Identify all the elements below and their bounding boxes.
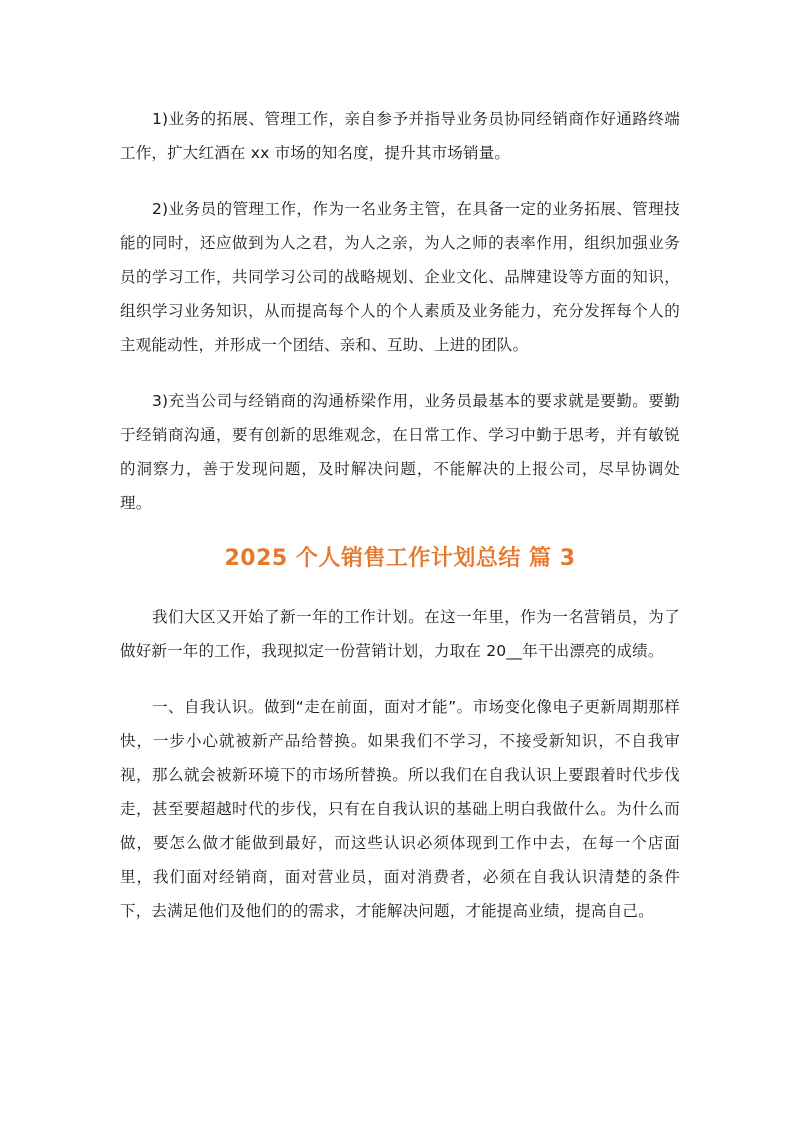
paragraph-spacer	[120, 362, 680, 384]
paragraph-communication-bridge: 3)充当公司与经销商的沟通桥梁作用，业务员最基本的要求就是要勤。要勤于经销商沟通，要有创新的思维观念，在日常工作、学习中勤于思考，并有敏锐的洞察力，善于发现问题，及时解决问题，不能解决的上报公司，尽早协调处理。	[120, 392, 680, 512]
paragraph-spacer	[120, 170, 680, 192]
paragraph-new-year-plan: 我们大区又开始了新一年的工作计划。在这一年里，作为一名营销员，为了做好新一年的工作，我现拟定一份营销计划，力取在 20__年干出漂亮的成绩。	[120, 608, 680, 660]
document-body	[120, 102, 680, 928]
paragraph-self-awareness: 一、自我认识。做到“走在前面，面对才能”。市场变化像电子更新周期那样快，一步小心就被新产品给替换。如果我们不学习，不接受新知识，不自我审视，那么就会被新环境下的市场所替换。所以我们在自我认识上要跟着时代步伐走，甚至要超越时代的步伐，只有在自我认识的基础上明白我做什么。为什么而做，要怎么做才能做到最好，而这些认识必须体现到工作中去，在每一个店面里，我们面对经销商，面对营业员，面对消费者，必须在自我认识清楚的条件下，去满足他们及他们的的需求，才能解决问题，才能提高业绩，提高自己。	[120, 698, 680, 920]
paragraph-spacer	[120, 668, 680, 690]
paragraph-spacer	[120, 578, 680, 600]
section-heading: 2025 个人销售工作计划总结 篇 3	[224, 546, 576, 571]
paragraph-staff-management: 2)业务员的管理工作，作为一名业务主管，在具备一定的业务拓展、管理技能的同时，还应做到为人之君，为人之亲，为人之师的表率作用，组织加强业务员的学习工作，共同学习公司的战略规划、企业文化、品牌建设等方面的知识，组织学习业务知识，从而提高每个人的个人素质及业务能力，充分发挥每个人的主观能动性，并形成一个团结、亲和、互助、上进的团队。	[120, 200, 680, 354]
paragraph-business-expansion: 1)业务的拓展、管理工作，亲自参予并指导业务员协同经销商作好通路终端工作，扩大红酒在 xx 市场的知名度，提升其市场销量。	[120, 110, 680, 162]
paragraph-spacer	[120, 520, 680, 540]
